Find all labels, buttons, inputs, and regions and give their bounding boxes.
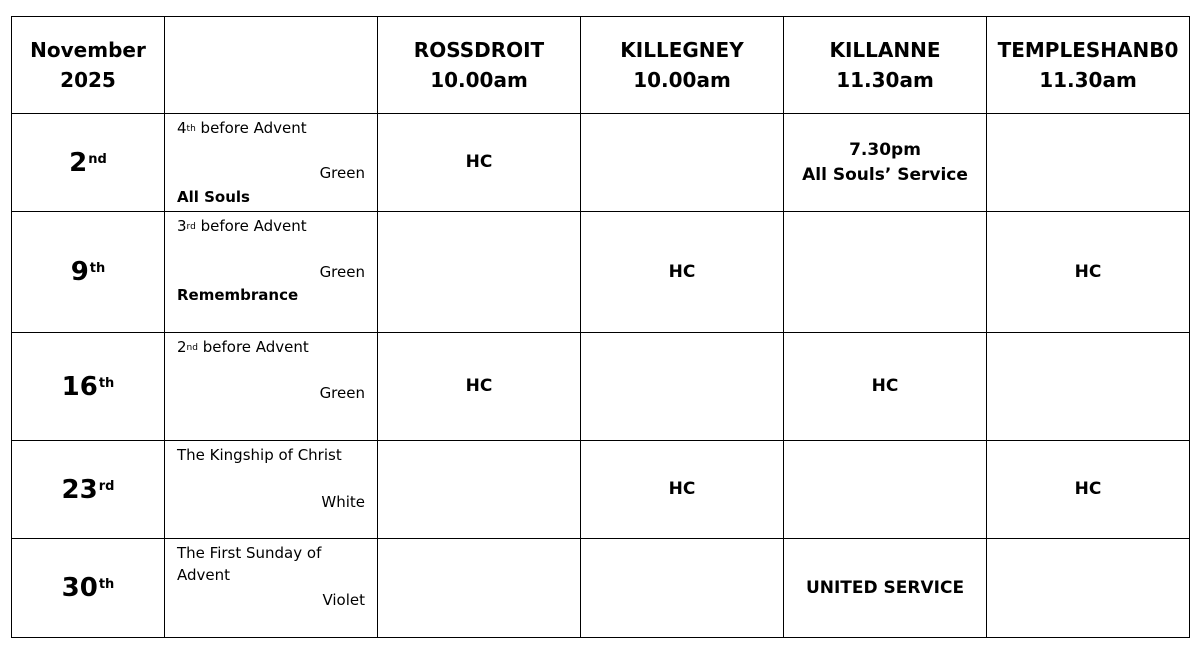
liturgical-colour: Green: [319, 263, 365, 281]
day-suffix: th: [98, 375, 115, 391]
liturgical-colour: Green: [319, 384, 365, 402]
year-label: 2025: [60, 68, 116, 92]
service-rota-table: [11, 16, 1190, 638]
occasion-name: 4th before Advent: [177, 119, 307, 137]
service-cell: HC: [378, 333, 581, 441]
day-number: 23: [61, 474, 98, 505]
day-suffix: th: [98, 577, 115, 592]
date-cell: [12, 114, 165, 212]
church-time: 10.00am: [633, 68, 731, 92]
church-time: 11.30am: [1039, 68, 1137, 92]
service-cell: [784, 441, 987, 539]
occasion-cell: [165, 441, 378, 539]
table-row: [12, 114, 1190, 212]
service-cell: [581, 114, 784, 212]
occasion-name: The First Sunday of Advent: [177, 544, 322, 584]
service-cell: [581, 333, 784, 441]
date-cell: [12, 333, 165, 441]
liturgical-colour: White: [321, 493, 365, 511]
occasion-note: All Souls: [177, 188, 250, 206]
occasion-name: 3rd before Advent: [177, 217, 307, 235]
church-time: 10.00am: [430, 68, 528, 92]
service-cell: [378, 539, 581, 638]
date-cell: [12, 539, 165, 638]
service-cell: [987, 539, 1190, 638]
liturgical-colour: Green: [319, 164, 365, 182]
church-header-killanne: [784, 17, 987, 114]
church-header-killegney: [581, 17, 784, 114]
occasion-cell: [165, 212, 378, 333]
service-cell: [987, 333, 1190, 441]
occasion-name: 2nd before Advent: [177, 338, 309, 356]
church-name: TEMPLESHANB0: [997, 38, 1179, 62]
table-row: [12, 441, 1190, 539]
occasion-header: [165, 17, 378, 114]
day-number: 16: [61, 371, 98, 402]
day-number: 2: [69, 147, 88, 178]
service-cell: [581, 539, 784, 638]
table-row: [12, 539, 1190, 638]
church-header-rossdroit: [378, 17, 581, 114]
day-number: 9: [70, 257, 89, 287]
day-suffix: rd: [98, 478, 115, 494]
service-cell: HC: [581, 441, 784, 539]
service-cell: HC: [784, 333, 987, 441]
service-cell: [987, 114, 1190, 212]
service-cell: [378, 212, 581, 333]
church-name: ROSSDROIT: [413, 38, 545, 62]
day-suffix: th: [89, 261, 106, 276]
service-cell: HC: [987, 441, 1190, 539]
occasion-note: Remembrance: [177, 286, 299, 304]
day-number: 30: [61, 573, 98, 603]
table-row: [12, 333, 1190, 441]
date-cell: [12, 212, 165, 333]
service-cell: 7.30pm All Souls’ Service: [784, 114, 987, 212]
church-name: KILLEGNEY: [620, 38, 744, 62]
service-cell: HC: [378, 114, 581, 212]
header-row: [12, 17, 1190, 114]
service-cell: HC: [581, 212, 784, 333]
month-header: [12, 17, 165, 114]
date-cell: [12, 441, 165, 539]
liturgical-colour: Violet: [322, 591, 365, 609]
church-header-templeshanbo: [987, 17, 1190, 114]
occasion-name: The Kingship of Christ: [177, 446, 342, 464]
service-cell: [378, 441, 581, 539]
occasion-cell: [165, 114, 378, 212]
month-label: November: [30, 38, 146, 62]
service-cell: HC: [987, 212, 1190, 333]
occasion-cell: [165, 333, 378, 441]
church-time: 11.30am: [836, 68, 934, 92]
occasion-cell: [165, 539, 378, 638]
day-suffix: nd: [88, 151, 107, 167]
service-cell: [784, 212, 987, 333]
table-row: [12, 212, 1190, 333]
church-name: KILLANNE: [829, 38, 941, 62]
service-cell: UNITED SERVICE: [784, 539, 987, 638]
